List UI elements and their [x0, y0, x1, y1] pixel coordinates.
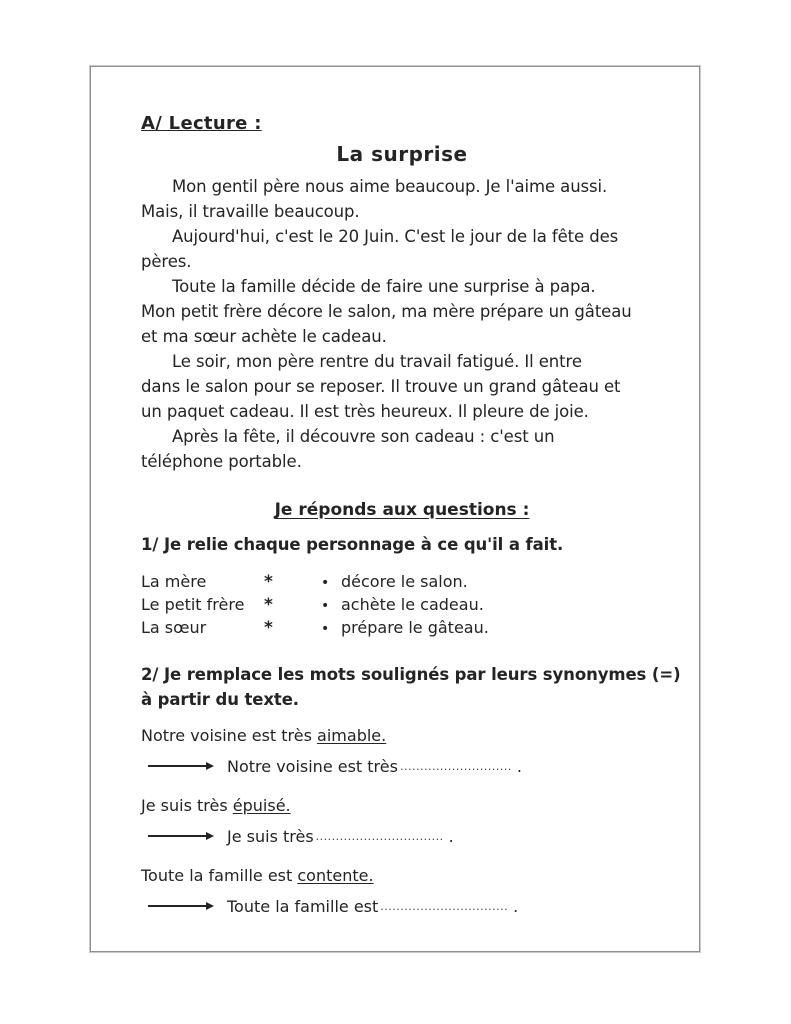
- answer-line: [141, 754, 663, 778]
- reading-title: La surprise: [336, 142, 468, 166]
- synonym-sentence: [141, 725, 663, 747]
- question2-label: [141, 662, 681, 712]
- match-action: décore le salon.: [341, 572, 468, 591]
- match-person: La mère: [141, 572, 207, 591]
- matching-exercise: [141, 571, 663, 640]
- reading-line: dans le salon pour se reposer. Il trouve un grand gâteau et: [141, 377, 621, 396]
- questions-header: [141, 500, 663, 520]
- reading-line: téléphone portable.: [141, 452, 302, 471]
- reading-line: Mais, il travaille beaucoup.: [141, 202, 360, 221]
- arrow-right-icon: [148, 902, 214, 910]
- match-row: [141, 571, 663, 594]
- reading-line: Toute la famille décide de faire une surprise à papa.: [172, 277, 596, 296]
- reading-line: Mon gentil père nous aime beaucoup. Je l'aime aussi.: [172, 177, 608, 196]
- blank-period: .: [516, 756, 522, 776]
- answer-blank: ................................: [380, 899, 509, 913]
- blank-period: .: [448, 826, 454, 846]
- answer-line: [141, 894, 663, 918]
- reading-line: Après la fête, il découvre son cadeau : c'est un: [172, 427, 555, 446]
- underlined-word: aimable.: [317, 726, 387, 745]
- answer-blank: ................................: [315, 829, 444, 843]
- answer-text: Toute la famille est: [227, 896, 379, 916]
- star-marker-icon: *: [264, 595, 273, 615]
- worksheet-content: [91, 67, 699, 918]
- section-label: A/ Lecture :: [141, 113, 262, 134]
- reading-line: Mon petit frère décore le salon, ma mère prépare un gâteau: [141, 302, 632, 321]
- reading-line: Le soir, mon père rentre du travail fatigué. Il entre: [172, 352, 582, 371]
- question2-label-line2: à partir du texte.: [141, 690, 299, 709]
- match-action: achète le cadeau.: [341, 595, 484, 614]
- underlined-word: contente.: [297, 866, 374, 885]
- answer-line: [141, 824, 663, 848]
- reading-line: un paquet cadeau. Il est très heureux. Il pleure de joie.: [141, 402, 589, 421]
- reading-text: [141, 174, 663, 474]
- question2-label-line1: 2/ Je remplace les mots soulignés par leurs synonymes (=): [141, 665, 681, 684]
- reading-line: et ma sœur achète le cadeau.: [141, 327, 387, 346]
- synonym-sentence: [141, 865, 663, 887]
- bullet-marker-icon: •: [321, 621, 330, 637]
- match-person: Le petit frère: [141, 595, 245, 614]
- star-marker-icon: *: [264, 618, 273, 638]
- answer-text: Notre voisine est très: [227, 756, 398, 776]
- underlined-word: épuisé.: [232, 796, 291, 815]
- sentence-prefix: Notre voisine est très: [141, 726, 318, 745]
- worksheet-page-frame: [90, 66, 700, 952]
- match-person: La sœur: [141, 618, 207, 637]
- sentence-prefix: Toute la famille est: [141, 866, 298, 885]
- synonym-sentence: [141, 795, 663, 817]
- match-row: [141, 594, 663, 617]
- blank-period: .: [513, 896, 519, 916]
- answer-blank: ............................: [399, 759, 512, 773]
- match-row: [141, 617, 663, 640]
- questions-header-text: Je réponds aux questions :: [274, 500, 530, 520]
- reading-line: pères.: [141, 252, 192, 271]
- reading-line: Aujourd'hui, c'est le 20 Juin. C'est le jour de la fête des: [172, 227, 619, 246]
- question1-label: 1/ Je relie chaque personnage à ce qu'il a fait.: [141, 535, 564, 554]
- bullet-marker-icon: •: [321, 598, 330, 614]
- match-action: prépare le gâteau.: [341, 618, 489, 637]
- bullet-marker-icon: •: [321, 575, 330, 591]
- answer-text: Je suis très: [227, 826, 314, 846]
- arrow-right-icon: [148, 762, 214, 770]
- arrow-right-icon: [148, 832, 214, 840]
- star-marker-icon: *: [264, 572, 273, 592]
- sentence-prefix: Je suis très: [141, 796, 233, 815]
